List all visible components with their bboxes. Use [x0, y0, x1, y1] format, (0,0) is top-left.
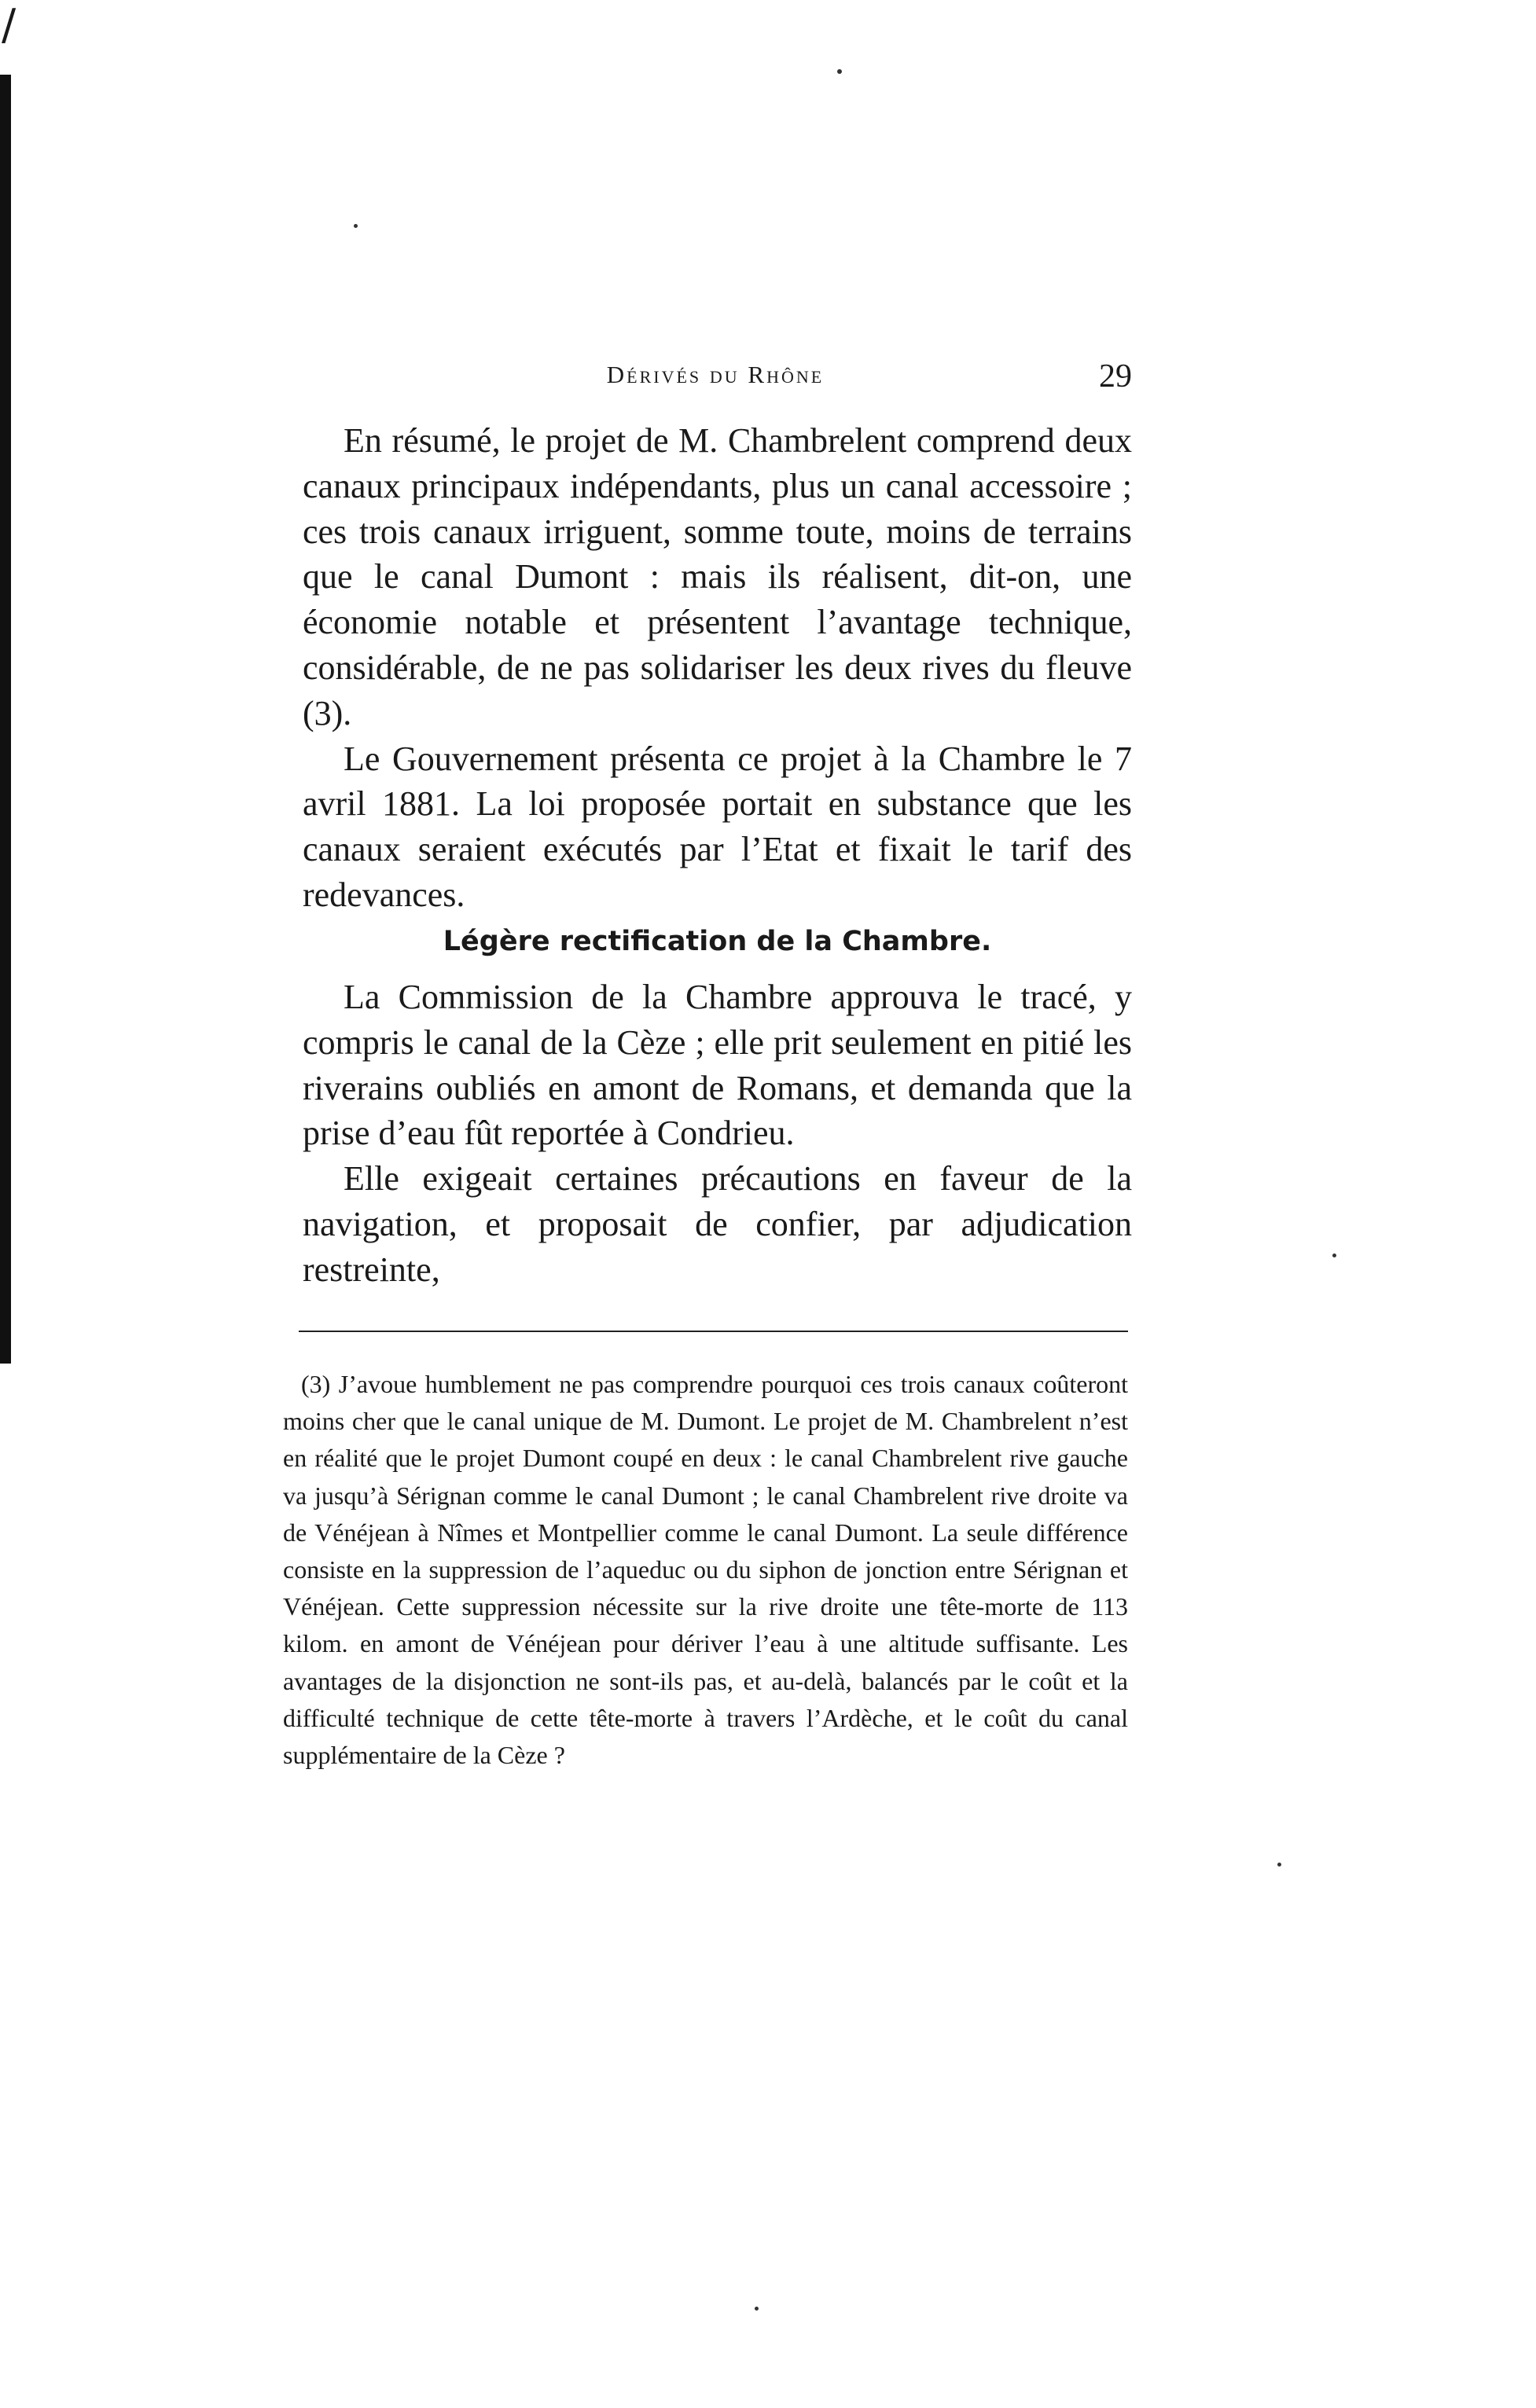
running-title: Dérivés du Rhône [606, 361, 825, 388]
paragraph-government: Le Gouvernement présenta ce projet à la Chambre le 7 avril 1881. La loi proposée portait en substance que les canaux seraient exécutés par l’Etat et fixait le tarif des redevances. [303, 739, 1132, 914]
section-heading: Légère rectification de la Chambre. [443, 926, 992, 957]
paragraph-navigation: Elle exigeait certaines précautions en faveur de la navigation, et proposait de confier, par adjudication restreinte, [303, 1159, 1132, 1289]
scan-speck [837, 69, 842, 74]
scan-edge-shadow [0, 75, 11, 1364]
paragraph-summary: En résumé, le projet de M. Chambrelent comprend deux canaux principaux indépendants, plus un canal accessoire ; ces trois canaux irriguent, somme toute, moins de terrains que le canal Dumont : mais ils réalisent, dit-on, une économie notable et présentent l’avantage technique, considérable, de ne pas solidariser les deux rives du fleuve (3). [303, 421, 1132, 732]
footnote-text: J’avoue humblement ne pas comprendre pourquoi ces trois canaux coûteront moins cher que le canal unique de M. Dumont. Le projet de M. Chambrelent n’est en réalité que le projet Dumont coupé en deux : le canal Chambrelent rive gauche va jusqu’à Sérignan comme le canal Dumont ; le canal Chambrelent rive droite va de Vénéjean à Nîmes et Montpellier comme le canal Dumont. La seule différence consiste en la suppression de l’aqueduc ou du siphon de jonction entre Sérignan et Vénéjean. Cette suppression nécessite sur la rive droite une tête-morte de 113 kilom. en amont de Vénéjean pour dériver l’eau à une altitude suffisante. Les avantages de la disjonction ne sont-ils pas, et au-delà, balancés par le coût et la difficulté technique de cette tête-morte à travers l’Ardèche, et le coût du canal supplémentaire de la Cèze ? [283, 1370, 1129, 1770]
running-header [299, 358, 1132, 397]
scan-speck [755, 2307, 759, 2311]
footnote [283, 1366, 1128, 1774]
main-text-block-2 [303, 975, 1132, 1293]
main-text-block-1 [303, 418, 1132, 918]
scan-speck [1332, 1254, 1336, 1257]
scan-speck [1277, 1863, 1281, 1867]
footnote-marker: (3) [301, 1370, 331, 1398]
scan-corner-mark: / [2, 0, 17, 50]
paragraph-commission: La Commission de la Chambre approuva le tracé, y compris le canal de la Cèze ; elle prit seulement en pitié les riverains oubliés en amont de Romans, et demanda que la prise d’eau fût reportée à Condrieu. [303, 978, 1132, 1153]
page-number: 29 [1099, 358, 1132, 395]
scan-speck [354, 224, 358, 228]
footnote-rule [299, 1331, 1128, 1332]
